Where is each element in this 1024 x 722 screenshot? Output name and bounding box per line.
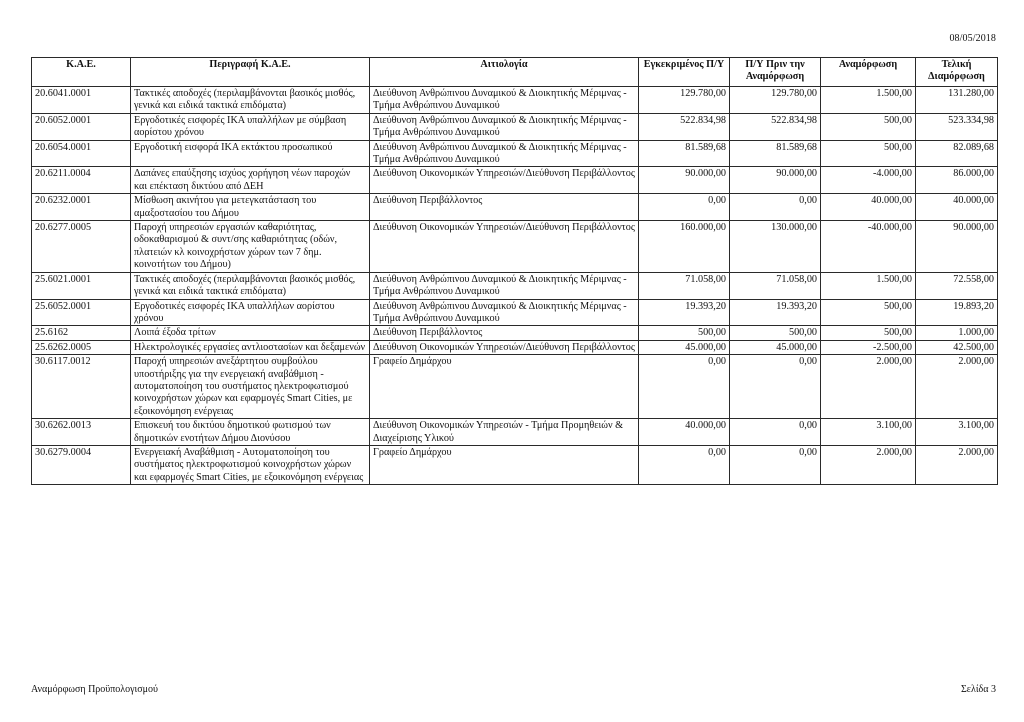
cell-approved: 90.000,00 bbox=[639, 167, 730, 194]
table-row bbox=[32, 326, 998, 340]
cell-adjustment: 500,00 bbox=[821, 299, 916, 326]
cell-description: Τακτικές αποδοχές (περιλαμβάνονται βασικός μισθός, γενικά και ειδικά τακτικά επιδόματα) bbox=[131, 272, 370, 299]
cell-adjustment: 2.000,00 bbox=[821, 355, 916, 419]
cell-before: 129.780,00 bbox=[730, 87, 821, 114]
budget-table bbox=[31, 57, 998, 485]
cell-adjustment: 2.000,00 bbox=[821, 445, 916, 484]
cell-approved: 522.834,98 bbox=[639, 113, 730, 140]
cell-adjustment: 1.500,00 bbox=[821, 87, 916, 114]
cell-before: 500,00 bbox=[730, 326, 821, 340]
cell-justification: Διεύθυνση Ανθρώπινου Δυναμικού & Διοικητικής Μέριμνας - Τμήμα Ανθρώπινου Δυναμικού bbox=[370, 113, 639, 140]
cell-before: 0,00 bbox=[730, 419, 821, 446]
cell-code: 25.6262.0005 bbox=[32, 340, 131, 354]
table-row bbox=[32, 221, 998, 273]
cell-code: 25.6162 bbox=[32, 326, 131, 340]
cell-approved: 0,00 bbox=[639, 445, 730, 484]
header-before: Π/Υ Πριν την Αναμόρφωση bbox=[730, 58, 821, 87]
page-number: Σελίδα 3 bbox=[960, 684, 996, 695]
cell-description: Δαπάνες επαύξησης ισχύος χορήγηση νέων παροχών και επέκταση δικτύου από ΔΕΗ bbox=[131, 167, 370, 194]
cell-description: Ενεργειακή Αναβάθμιση - Αυτοματοποίηση του συστήματος ηλεκτροφωτισμού κοινοχρήστων χώρων και εφαρμογές Smart Cities, με εξοικονόμηση ενέργειας bbox=[131, 445, 370, 484]
cell-code: 20.6054.0001 bbox=[32, 140, 131, 167]
table-row bbox=[32, 299, 998, 326]
cell-justification: Διεύθυνση Οικονομικών Υπηρεσιών/Διεύθυνση Περιβάλλοντος bbox=[370, 221, 639, 273]
cell-approved: 45.000,00 bbox=[639, 340, 730, 354]
cell-before: 90.000,00 bbox=[730, 167, 821, 194]
cell-final: 42.500,00 bbox=[916, 340, 998, 354]
cell-before: 19.393,20 bbox=[730, 299, 821, 326]
cell-adjustment: 1.500,00 bbox=[821, 272, 916, 299]
table-row bbox=[32, 113, 998, 140]
cell-approved: 71.058,00 bbox=[639, 272, 730, 299]
header-approved: Εγκεκριμένος Π/Υ bbox=[639, 58, 730, 87]
table-row bbox=[32, 167, 998, 194]
header-justification: Αιτιολογία bbox=[370, 58, 639, 87]
cell-justification: Διεύθυνση Περιβάλλοντος bbox=[370, 194, 639, 221]
header-description: Περιγραφή Κ.Α.Ε. bbox=[131, 58, 370, 87]
cell-final: 19.893,20 bbox=[916, 299, 998, 326]
cell-code: 25.6021.0001 bbox=[32, 272, 131, 299]
cell-approved: 19.393,20 bbox=[639, 299, 730, 326]
cell-code: 30.6279.0004 bbox=[32, 445, 131, 484]
header-final: Τελική Διαμόρφωση bbox=[916, 58, 998, 87]
cell-final: 1.000,00 bbox=[916, 326, 998, 340]
cell-justification: Διεύθυνση Ανθρώπινου Δυναμικού & Διοικητικής Μέριμνας - Τμήμα Ανθρώπινου Δυναμικού bbox=[370, 299, 639, 326]
cell-description: Παροχή υπηρεσιών ανεξάρτητου συμβούλου υποστήριξης για την ενεργειακή αναβάθμιση - αυτοματοποίηση του συστήματος ηλεκτροφωτισμού κοινοχρήστων χώρων και εφαρμογές Smart Cities, με εξοικονόμηση ενέργειας bbox=[131, 355, 370, 419]
cell-adjustment: 500,00 bbox=[821, 140, 916, 167]
cell-before: 0,00 bbox=[730, 355, 821, 419]
table-row bbox=[32, 272, 998, 299]
cell-justification: Διεύθυνση Ανθρώπινου Δυναμικού & Διοικητικής Μέριμνας - Τμήμα Ανθρώπινου Δυναμικού bbox=[370, 87, 639, 114]
header-adjustment: Αναμόρφωση bbox=[821, 58, 916, 87]
cell-final: 2.000,00 bbox=[916, 445, 998, 484]
cell-adjustment: -4.000,00 bbox=[821, 167, 916, 194]
cell-approved: 0,00 bbox=[639, 194, 730, 221]
cell-code: 20.6277.0005 bbox=[32, 221, 131, 273]
cell-approved: 129.780,00 bbox=[639, 87, 730, 114]
cell-adjustment: 40.000,00 bbox=[821, 194, 916, 221]
cell-before: 0,00 bbox=[730, 194, 821, 221]
cell-code: 30.6262.0013 bbox=[32, 419, 131, 446]
table-row bbox=[32, 140, 998, 167]
cell-justification: Διεύθυνση Ανθρώπινου Δυναμικού & Διοικητικής Μέριμνας - Τμήμα Ανθρώπινου Δυναμικού bbox=[370, 140, 639, 167]
cell-final: 523.334,98 bbox=[916, 113, 998, 140]
cell-adjustment: 500,00 bbox=[821, 113, 916, 140]
cell-adjustment: -2.500,00 bbox=[821, 340, 916, 354]
cell-code: 20.6232.0001 bbox=[32, 194, 131, 221]
cell-approved: 81.589,68 bbox=[639, 140, 730, 167]
cell-final: 131.280,00 bbox=[916, 87, 998, 114]
footer-title: Αναμόρφωση Προϋπολογισμού bbox=[31, 684, 158, 695]
cell-before: 522.834,98 bbox=[730, 113, 821, 140]
table-header-row bbox=[32, 58, 998, 87]
document-date: 08/05/2018 bbox=[949, 33, 996, 44]
cell-approved: 0,00 bbox=[639, 355, 730, 419]
table-row bbox=[32, 445, 998, 484]
cell-before: 81.589,68 bbox=[730, 140, 821, 167]
table-row bbox=[32, 355, 998, 419]
cell-description: Ηλεκτρολογικές εργασίες αντλιοστασίων και δεξαμενών bbox=[131, 340, 370, 354]
cell-description: Παροχή υπηρεσιών εργασιών καθαριότητας, οδοκαθαρισμού & συντ/σης καθαριότητας (οδών, πλατειών κλ κοινοχρήστων χώρων των 7 δημ. κοινοτήτων του Δήμου) bbox=[131, 221, 370, 273]
table-row bbox=[32, 419, 998, 446]
cell-final: 2.000,00 bbox=[916, 355, 998, 419]
cell-before: 130.000,00 bbox=[730, 221, 821, 273]
cell-justification: Διεύθυνση Οικονομικών Υπηρεσιών/Διεύθυνση Περιβάλλοντος bbox=[370, 340, 639, 354]
cell-code: 20.6041.0001 bbox=[32, 87, 131, 114]
cell-before: 0,00 bbox=[730, 445, 821, 484]
cell-adjustment: 3.100,00 bbox=[821, 419, 916, 446]
cell-approved: 160.000,00 bbox=[639, 221, 730, 273]
cell-justification: Διεύθυνση Περιβάλλοντος bbox=[370, 326, 639, 340]
cell-justification: Γραφείο Δημάρχου bbox=[370, 355, 639, 419]
cell-justification: Διεύθυνση Ανθρώπινου Δυναμικού & Διοικητικής Μέριμνας - Τμήμα Ανθρώπινου Δυναμικού bbox=[370, 272, 639, 299]
cell-approved: 500,00 bbox=[639, 326, 730, 340]
cell-justification: Διεύθυνση Οικονομικών Υπηρεσιών/Διεύθυνση Περιβάλλοντος bbox=[370, 167, 639, 194]
cell-before: 71.058,00 bbox=[730, 272, 821, 299]
cell-description: Επισκευή του δικτύου δημοτικού φωτισμού των δημοτικών ενοτήτων Δήμου Διονύσου bbox=[131, 419, 370, 446]
cell-description: Τακτικές αποδοχές (περιλαμβάνονται βασικός μισθός, γενικά και ειδικά τακτικά επιδόματα) bbox=[131, 87, 370, 114]
cell-description: Μίσθωση ακινήτου για μετεγκατάσταση του αμαξοστασίου του Δήμου bbox=[131, 194, 370, 221]
cell-justification: Διεύθυνση Οικονομικών Υπηρεσιών - Τμήμα Προμηθειών & Διαχείρισης Υλικού bbox=[370, 419, 639, 446]
cell-final: 72.558,00 bbox=[916, 272, 998, 299]
table-body bbox=[32, 87, 998, 485]
cell-code: 25.6052.0001 bbox=[32, 299, 131, 326]
cell-final: 90.000,00 bbox=[916, 221, 998, 273]
cell-description: Εργοδοτική εισφορά ΙΚΑ εκτάκτου προσωπικού bbox=[131, 140, 370, 167]
cell-justification: Γραφείο Δημάρχου bbox=[370, 445, 639, 484]
table-row bbox=[32, 340, 998, 354]
cell-description: Εργοδοτικές εισφορές ΙΚΑ υπαλλήλων αορίστου χρόνου bbox=[131, 299, 370, 326]
cell-description: Λοιπά έξοδα τρίτων bbox=[131, 326, 370, 340]
cell-final: 82.089,68 bbox=[916, 140, 998, 167]
cell-code: 20.6211.0004 bbox=[32, 167, 131, 194]
cell-approved: 40.000,00 bbox=[639, 419, 730, 446]
cell-final: 40.000,00 bbox=[916, 194, 998, 221]
cell-description: Εργοδοτικές εισφορές ΙΚΑ υπαλλήλων με σύμβαση αορίστου χρόνου bbox=[131, 113, 370, 140]
table-row bbox=[32, 87, 998, 114]
cell-final: 86.000,00 bbox=[916, 167, 998, 194]
cell-code: 20.6052.0001 bbox=[32, 113, 131, 140]
cell-code: 30.6117.0012 bbox=[32, 355, 131, 419]
cell-before: 45.000,00 bbox=[730, 340, 821, 354]
cell-adjustment: 500,00 bbox=[821, 326, 916, 340]
header-code: Κ.Α.Ε. bbox=[32, 58, 131, 87]
cell-final: 3.100,00 bbox=[916, 419, 998, 446]
cell-adjustment: -40.000,00 bbox=[821, 221, 916, 273]
table-row bbox=[32, 194, 998, 221]
